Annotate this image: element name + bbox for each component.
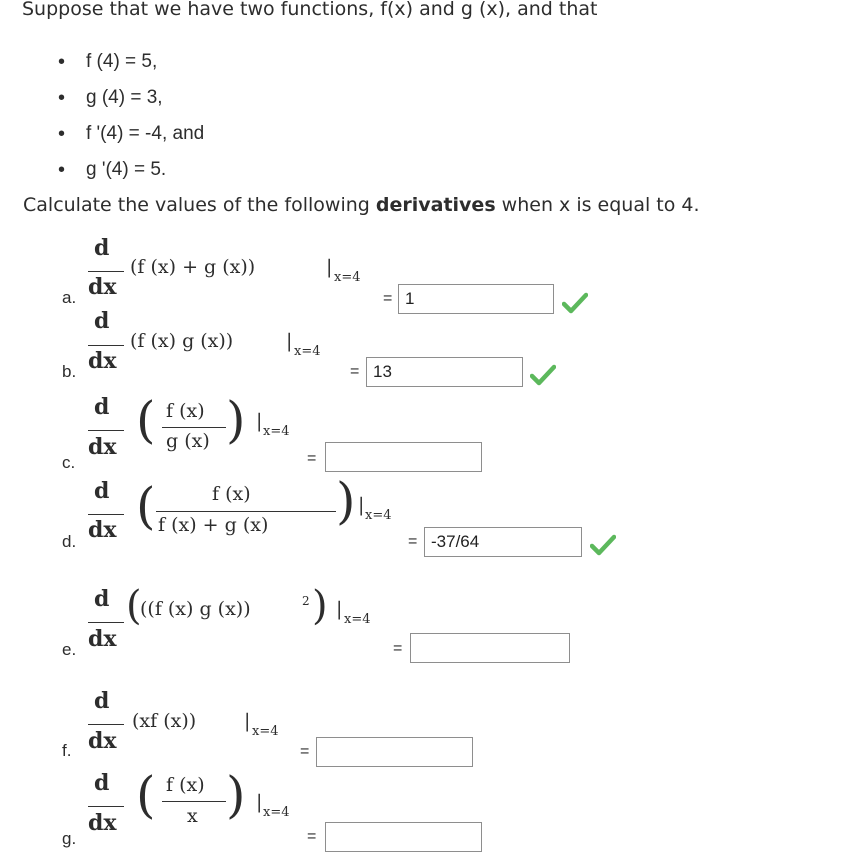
part-a-expression: (f (x) + g (x)) [130, 256, 256, 278]
part-c-denominator: g (x) [166, 430, 210, 452]
equals-sign: = [393, 640, 403, 657]
dx-denominator: dx [88, 810, 117, 836]
instructions: Calculate the values of the following derivatives when x is equal to 4. [23, 194, 700, 216]
equals-sign: = [307, 450, 317, 467]
part-e-exponent: 2 [302, 594, 310, 608]
dx-denominator: dx [88, 626, 117, 652]
fraction-bar [88, 622, 124, 623]
part-e-label: e. [62, 640, 77, 659]
dx-denominator: dx [88, 348, 117, 374]
equals-sign: = [350, 363, 360, 380]
given-f4: • f (4) = 5, [58, 47, 204, 83]
correct-check-icon [562, 292, 588, 314]
fraction-bar [156, 511, 336, 512]
left-paren: ( [136, 391, 156, 449]
given-fprime4: • f '(4) = -4, and [58, 119, 204, 155]
part-e-expression: ((f (x) g (x)) [140, 598, 251, 620]
d-numerator: d [94, 394, 110, 420]
answer-f-input[interactable] [316, 737, 473, 767]
answer-d-input[interactable]: -37/64 [424, 527, 582, 557]
fraction-bar [162, 801, 226, 802]
equals-sign: = [307, 828, 317, 845]
equals-sign: = [300, 743, 310, 760]
fraction-bar [88, 514, 124, 515]
answer-b-input[interactable]: 13 [366, 357, 523, 387]
correct-check-icon [530, 364, 556, 386]
evaluation-bar: | [286, 330, 293, 352]
part-f-expression: (xf (x)) [132, 710, 197, 732]
part-d-label: d. [62, 532, 77, 551]
d-numerator: d [94, 478, 110, 504]
evaluated-at: x=4 [294, 344, 321, 359]
answer-c-input[interactable] [325, 442, 482, 472]
part-g-label: g. [62, 829, 77, 848]
evaluation-bar: | [256, 410, 263, 432]
evaluated-at: x=4 [263, 424, 290, 439]
right-paren: ) [312, 583, 328, 629]
answer-g-input[interactable] [325, 822, 482, 852]
correct-check-icon [590, 534, 616, 556]
d-numerator: d [94, 770, 110, 796]
dx-denominator: dx [88, 274, 117, 300]
evaluation-bar: | [326, 256, 333, 278]
evaluation-bar: | [244, 710, 251, 732]
right-paren: ) [226, 766, 246, 824]
part-d-numerator: f (x) [212, 483, 251, 505]
evaluation-bar: | [256, 791, 263, 813]
right-paren: ) [336, 472, 356, 530]
left-paren: ( [136, 477, 156, 535]
given-g4: • g (4) = 3, [58, 83, 204, 119]
fraction-bar [88, 430, 124, 431]
evaluated-at: x=4 [365, 508, 392, 523]
part-c-numerator: f (x) [166, 400, 205, 422]
left-paren: ( [136, 766, 156, 824]
evaluation-bar: | [358, 494, 365, 516]
fraction-bar [88, 271, 124, 272]
equals-sign: = [383, 290, 393, 307]
d-numerator: d [94, 308, 110, 334]
part-d-denominator: f (x) + g (x) [158, 514, 269, 536]
fraction-bar [88, 345, 124, 346]
given-values-list [58, 47, 204, 191]
evaluation-bar: | [336, 598, 343, 620]
dx-denominator: dx [88, 728, 117, 754]
answer-a-input[interactable]: 1 [398, 284, 554, 314]
answer-e-input[interactable] [410, 633, 570, 663]
part-g-numerator: f (x) [166, 774, 205, 796]
evaluated-at: x=4 [252, 724, 279, 739]
part-g-denominator: x [187, 805, 198, 827]
part-b-label: b. [62, 362, 77, 381]
given-gprime4: • g '(4) = 5. [58, 155, 204, 191]
part-a-label: a. [62, 288, 77, 307]
fraction-bar [162, 427, 226, 428]
part-b-expression: (f (x) g (x)) [130, 330, 234, 352]
problem-intro: Suppose that we have two functions, f(x) and g (x), and that [22, 0, 598, 20]
part-f-label: f. [62, 741, 72, 760]
evaluated-at: x=4 [334, 270, 361, 285]
evaluated-at: x=4 [263, 805, 290, 820]
d-numerator: d [94, 235, 110, 261]
equals-sign: = [408, 533, 418, 550]
dx-denominator: dx [88, 517, 117, 543]
dx-denominator: dx [88, 434, 117, 460]
d-numerator: d [94, 688, 110, 714]
evaluated-at: x=4 [344, 612, 371, 627]
right-paren: ) [226, 391, 246, 449]
left-paren: ( [126, 583, 142, 629]
d-numerator: d [94, 586, 110, 612]
fraction-bar [88, 806, 124, 807]
part-c-label: c. [62, 453, 76, 472]
fraction-bar [88, 724, 124, 725]
